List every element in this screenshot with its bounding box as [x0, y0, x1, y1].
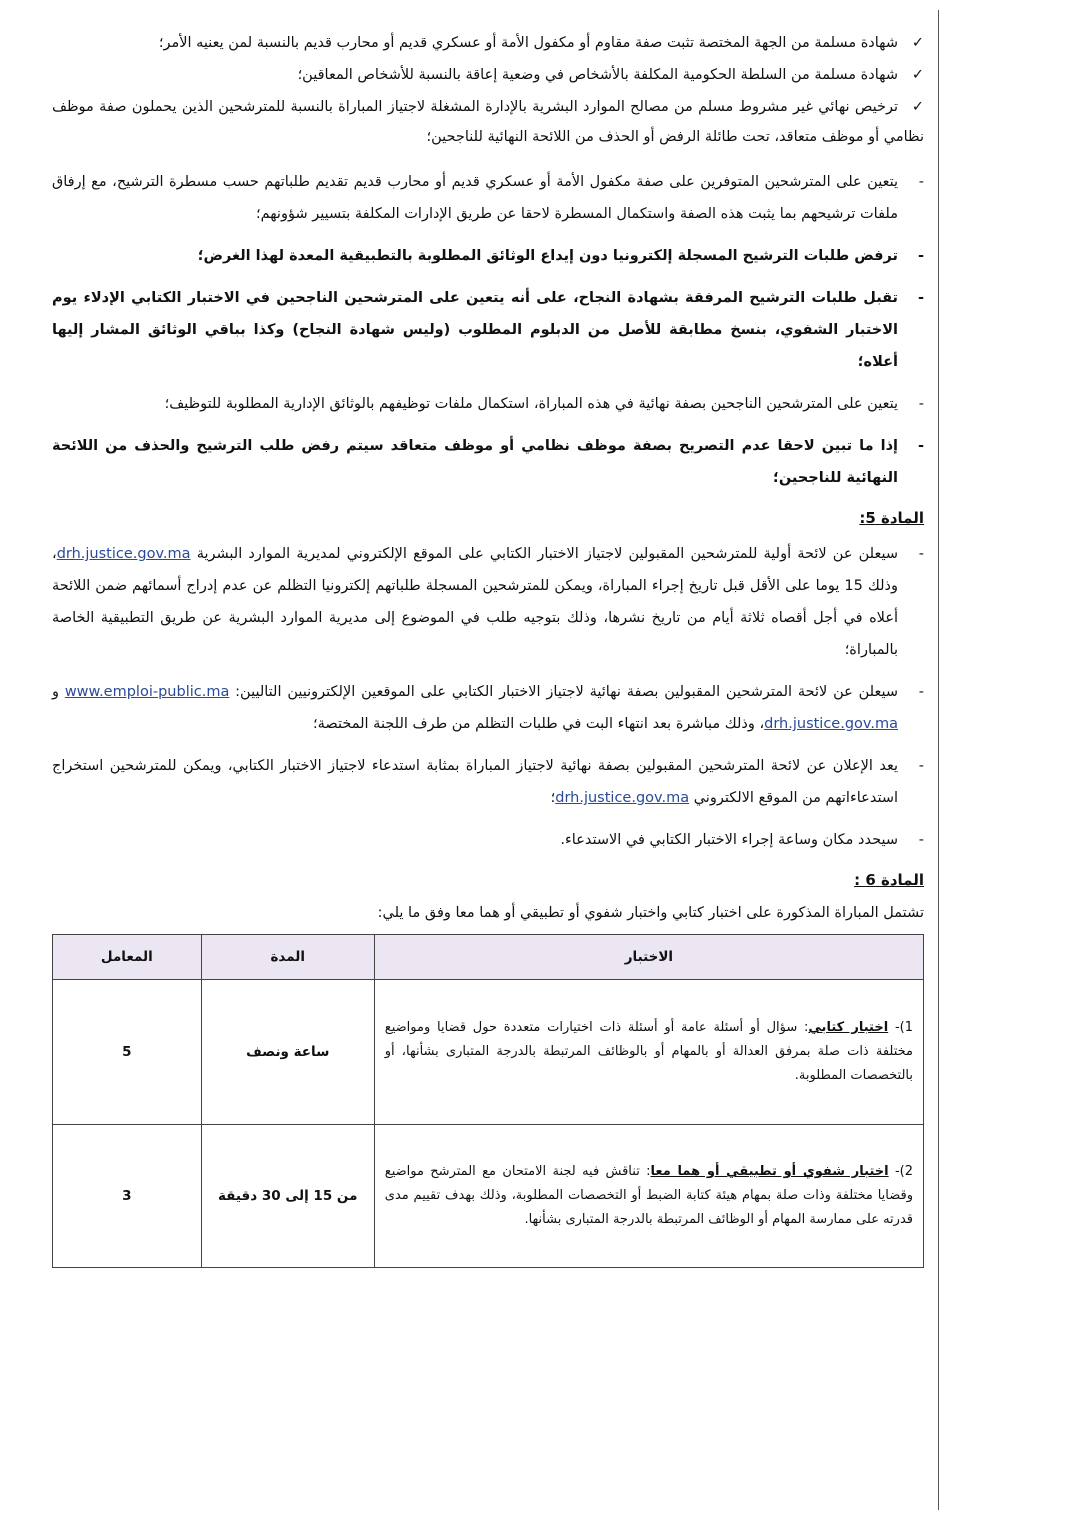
exam-coefficient: 3 [53, 1125, 202, 1268]
dash-icon: - [917, 248, 924, 264]
margin-line [938, 10, 939, 1510]
table-row [53, 980, 924, 1125]
header-coefficient: المعامل [53, 935, 202, 980]
drh-link[interactable]: drh.justice.gov.ma [56, 546, 191, 562]
exam-duration: ساعة ونصف [201, 980, 374, 1125]
dash-icon: - [918, 174, 924, 190]
dash-item-4: -يتعين على المترشحين الناجحين بصفة نهائية في هذه المباراة، استكمال ملفات توظيفهم بالوثائق الإدارية المطلوبة للتوظيف؛ [52, 388, 924, 420]
dash-icon: - [918, 396, 924, 412]
exam-description: 1)- اختبار كتابي: سؤال أو أسئلة عامة أو أسئلة ذات اختيارات متعددة حول قضايا ومواضيع مختلفة ذات صلة بمرفق العدالة أو بالمهام أو بالوظائف المرتبطة بالدرجة المتبارى بشأنها، أو بالتخصصات المطلوبة. [374, 980, 923, 1125]
emploi-public-link[interactable]: www.emploi-public.ma [64, 684, 230, 700]
dash-icon: - [917, 438, 924, 454]
exam-title: اختبار كتابي [808, 1020, 889, 1035]
dash-item-5: -إذا ما تبين لاحقا عدم التصريح بصفة موظف نظامي أو موظف متعاقد سيتم رفض طلب الترشيح والحذف من اللائحة النهائية للناجحين؛ [52, 430, 924, 494]
article-5-item-4: -سيحدد مكان وساعة إجراء الاختبار الكتابي في الاستدعاء. [52, 824, 924, 856]
exam-description: 2)- اختبار شفوي أو تطبيقي أو هما معا: تناقش فيه لجنة الامتحان مع المترشح مواضيع وقضايا مختلفة وذات صلة بمهام هيئة كتابة الضبط أو التخصصات المطلوبة، وذلك بهدف تقييم مدى قدرته على ممارسة المهام أو الوظائف المرتبطة بالدرجة المتبارى بشأنها. [374, 1125, 923, 1268]
table-header-row [53, 935, 924, 980]
dash-item-3: -تقبل طلبات الترشيح المرفقة بشهادة النجاح، على أنه يتعين على المترشحين الناجحين في الاختبار الكتابي الإدلاء يوم الاختبار الشفوي، بنسخ مطابقة للأصل من الدبلوم المطلوب (وليس شهادة النجاح) وكذا بباقي الوثائق المشار إليها أعلاه؛ [52, 282, 924, 378]
drh-link[interactable]: drh.justice.gov.ma [555, 790, 690, 806]
exam-coefficient: 5 [53, 980, 202, 1125]
article-5-item-1: -سيعلن عن لائحة أولية للمترشحين المقبولين لاجتياز الاختبار الكتابي على الموقع الإلكتروني لمديرية الموارد البشرية drh.justice.gov.ma، وذلك 15 يوما على الأقل قبل تاريخ إجراء المباراة، ويمكن للمترشحين المسجلة طلباتهم إلكترونيا التظلم عن عدم إدراج أسمائهم ضمن اللائحة أعلاه في أجل أقصاه ثلاثة أيام من تاريخ نشرها، وذلك بتوجيه طلب في الموضوع إلى مديرية الموارد البشرية عن طريق التطبيقية الخاصة بالمباراة؛ [52, 538, 924, 666]
drh-link[interactable]: drh.justice.gov.ma [764, 716, 898, 732]
check-icon: ✓ [911, 99, 924, 115]
article-6-intro: تشتمل المباراة المذكورة على اختبار كتابي واختبار شفوي أو تطبيقي أو هما معا وفق ما يلي: [377, 905, 924, 921]
check-icon: ✓ [911, 35, 924, 51]
check-icon: ✓ [911, 67, 924, 83]
dash-item-2: -ترفض طلبات الترشيح المسجلة إلكترونيا دون إيداع الوثائق المطلوبة بالتطبيقية المعدة لهذا الغرض؛ [52, 240, 924, 272]
header-test: الاختبار [374, 935, 923, 980]
check-item-1: ✓شهادة مسلمة من الجهة المختصة تثبت صفة مقاوم أو مكفول الأمة أو عسكري قديم أو محارب قديم بالنسبة لمن يعنيه الأمر؛ [52, 28, 924, 58]
dash-icon: - [918, 684, 924, 700]
article-5-item-3: -يعد الإعلان عن لائحة المترشحين المقبولين بصفة نهائية لاجتياز المباراة بمثابة استدعاء لاجتياز الاختبار الكتابي، ويمكن للمترشحين استخراج استدعاءاتهم من الموقع الالكتروني drh.justice.gov.ma؛ [52, 750, 924, 814]
check-item-2: ✓شهادة مسلمة من السلطة الحكومية المكلفة بالأشخاص في وضعية إعاقة بالنسبة للأشخاص المعاقين؛ [52, 60, 924, 90]
dash-icon: - [918, 546, 924, 562]
exams-table [52, 934, 924, 1268]
exam-title: اختبار شفوي أو تطبيقي أو هما معا [650, 1164, 889, 1179]
article-5-item-2: -سيعلن عن لائحة المترشحين المقبولين بصفة نهائية لاجتياز الاختبار الكتابي على الموقعين الإلكترونيين التاليين: www.emploi-public.ma و drh.justice.gov.ma، وذلك مباشرة بعد انتهاء البت في طلبات التظلم من طرف اللجنة المختصة؛ [52, 676, 924, 740]
article-6-heading: المادة 6 : [854, 871, 924, 889]
dash-item-1: -يتعين على المترشحين المتوفرين على صفة مكفول الأمة أو عسكري قديم أو محارب قديم تقديم طلباتهم حسب مسطرة الترشيح، مع إرفاق ملفات ترشيحهم بما يثبت هذه الصفة واستكمال المسطرة لاحقا عن طريق الإدارات المكلفة بتسيير شؤونهم؛ [52, 166, 924, 230]
dash-icon: - [917, 290, 924, 306]
dash-icon: - [918, 832, 924, 848]
check-item-3: ✓ترخيص نهائي غير مشروط مسلم من مصالح الموارد البشرية بالإدارة المشغلة لاجتياز المباراة بالنسبة للمترشحين الذين يحملون صفة موظف نظامي أو موظف متعاقد، تحت طائلة الرفض أو الحذف من اللائحة النهائية للناجحين؛ [52, 92, 924, 152]
exam-duration: من 15 إلى 30 دقيقة [201, 1125, 374, 1268]
article-5-heading: المادة 5: [859, 509, 924, 527]
table-row [53, 1125, 924, 1268]
dash-icon: - [918, 758, 924, 774]
header-duration: المدة [201, 935, 374, 980]
document-page [52, 28, 924, 1268]
